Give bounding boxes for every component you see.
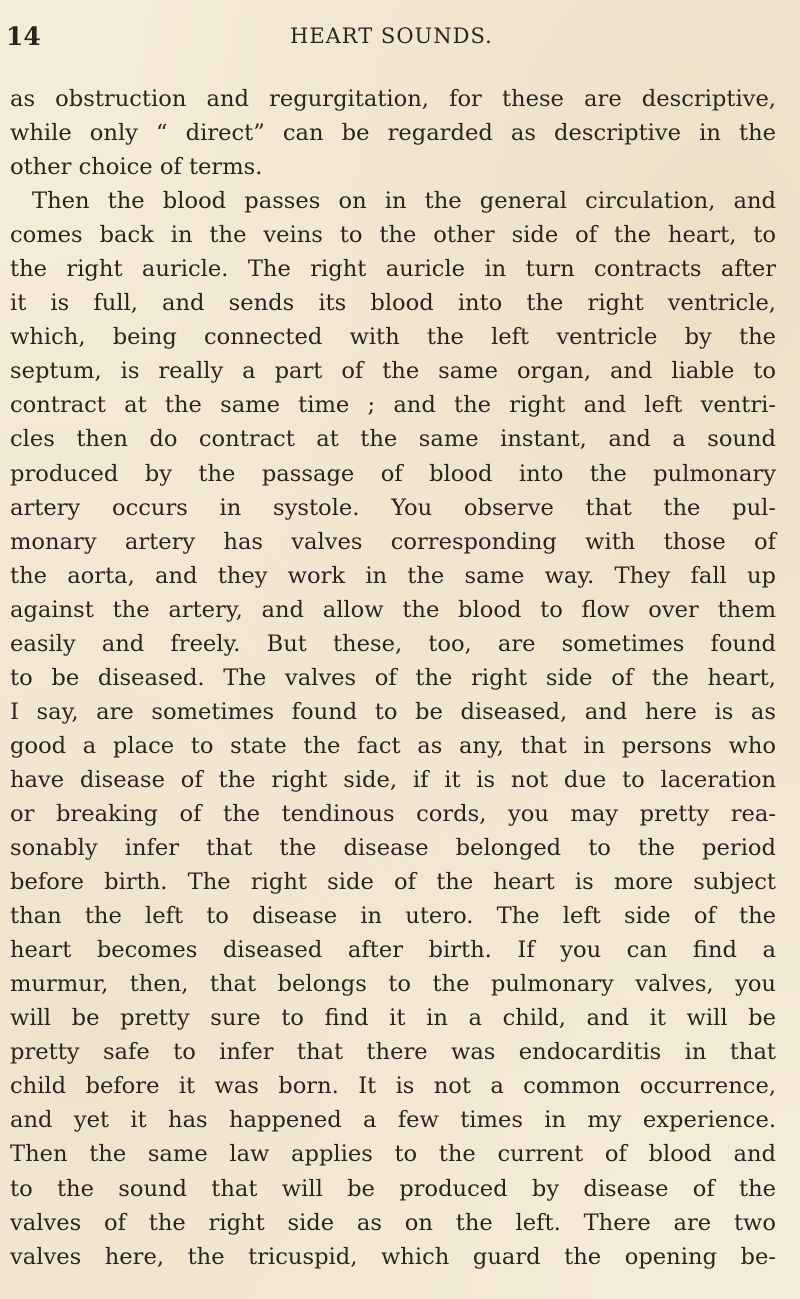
- text-line: heart becomes diseased after birth. If you can find a: [10, 937, 776, 964]
- text-line: Then the blood passes on in the general circulation, and: [32, 188, 776, 215]
- text-line: produced by the passage of blood into the pulmonary: [10, 460, 776, 487]
- text-line: Then the same law applies to the current of blood and: [10, 1141, 776, 1168]
- text-line: it is full, and sends its blood into the right ventricle,: [10, 290, 776, 317]
- text-line: child before it was born. It is not a common occurrence,: [10, 1073, 776, 1100]
- text-line: the right auricle. The right auricle in turn contracts after: [10, 256, 776, 283]
- text-line: before birth. The right side of the heart is more subject: [10, 869, 776, 896]
- text-line: other choice of terms.: [10, 154, 263, 181]
- running-head: HEART SOUNDS.: [290, 24, 493, 48]
- text-line: easily and freely. But these, too, are sometimes found: [10, 630, 776, 657]
- page-header: [6, 22, 776, 52]
- text-line: septum, is really a part of the same organ, and liable to: [10, 358, 776, 385]
- text-line: to be diseased. The valves of the right side of the heart,: [10, 664, 776, 691]
- text-line: cles then do contract at the same instant, and a sound: [10, 426, 776, 453]
- body-text: [10, 82, 776, 1274]
- text-line: contract at the same time ; and the right and left ventri-: [10, 392, 776, 419]
- text-line: to the sound that will be produced by disease of the: [10, 1175, 776, 1202]
- text-line: comes back in the veins to the other side of the heart, to: [10, 222, 776, 249]
- text-line: monary artery has valves corresponding with those of: [10, 528, 776, 555]
- text-line: as obstruction and regurgitation, for these are descriptive,: [10, 86, 776, 112]
- text-line: the aorta, and they work in the same way. They fall up: [10, 562, 776, 589]
- text-line: which, being connected with the left ventricle by the: [10, 324, 776, 351]
- text-line: valves of the right side as on the left. There are two: [10, 1209, 776, 1236]
- text-line: and yet it has happened a few times in my experience.: [10, 1107, 776, 1134]
- page-number: 14: [6, 22, 41, 51]
- text-line: against the artery, and allow the blood to flow over them: [10, 596, 776, 623]
- text-line: I say, are sometimes found to be diseased, and here is as: [10, 698, 776, 725]
- text-line: have disease of the right side, if it is not due to laceration: [10, 766, 776, 793]
- text-line: good a place to state the fact as any, that in persons who: [10, 732, 776, 759]
- text-line: than the left to disease in utero. The left side of the: [10, 903, 776, 930]
- text-line: artery occurs in systole. You observe that the pul-: [10, 494, 776, 521]
- text-line: will be pretty sure to find it in a child, and it will be: [10, 1005, 776, 1032]
- text-line: murmur, then, that belongs to the pulmonary valves, you: [10, 971, 776, 998]
- text-line: while only “ direct” can be regarded as descriptive in the: [10, 120, 776, 147]
- text-line: pretty safe to infer that there was endocarditis in that: [10, 1039, 776, 1066]
- text-line: sonably infer that the disease belonged to the period: [10, 835, 776, 862]
- text-line: or breaking of the tendinous cords, you may pretty rea-: [10, 800, 776, 827]
- text-line: valves here, the tricuspid, which guard the opening be-: [10, 1243, 776, 1270]
